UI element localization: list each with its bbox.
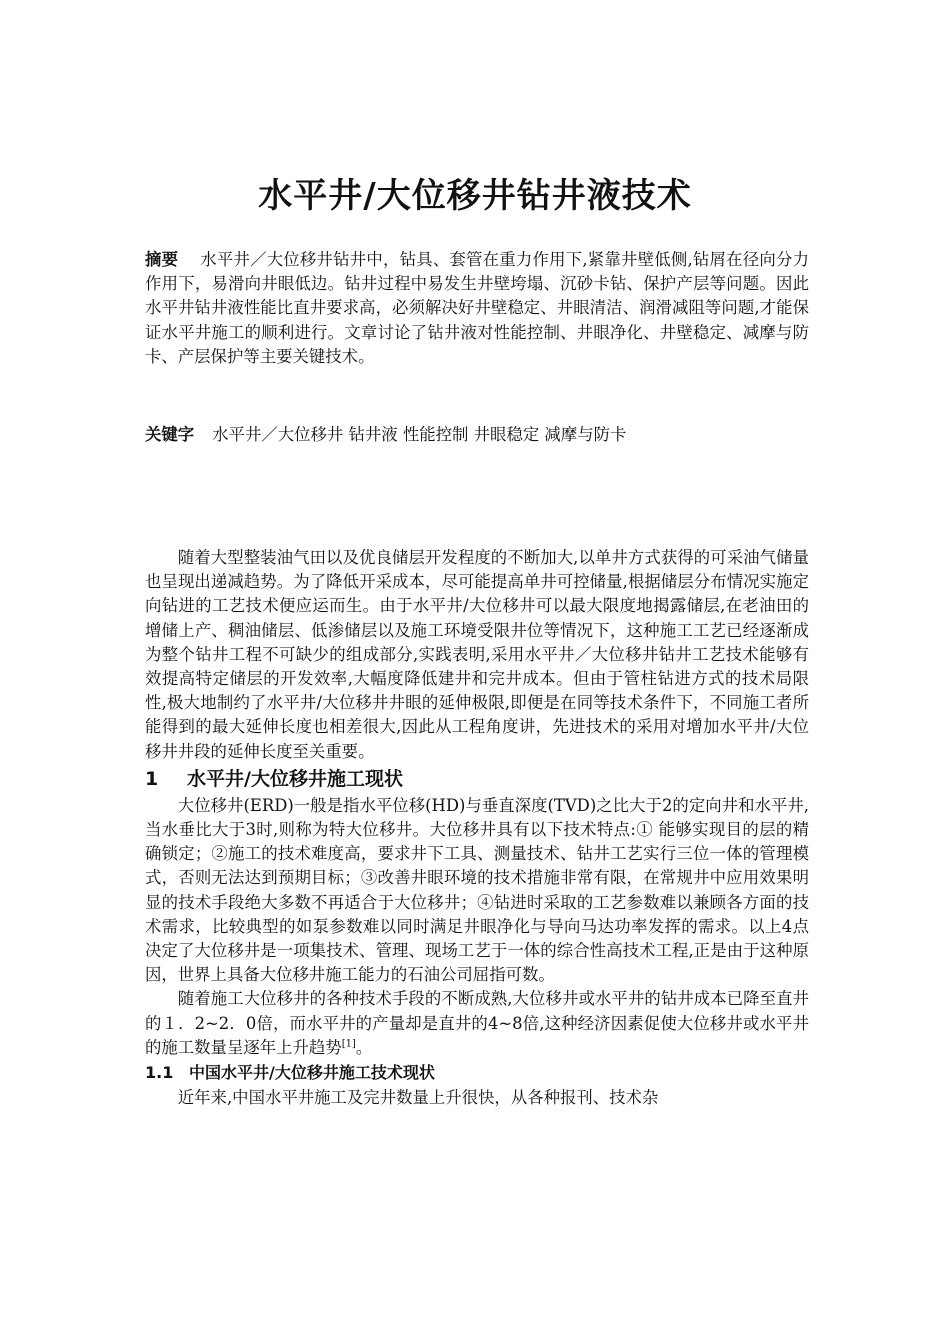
body-text (145, 546, 809, 1110)
section-1-paragraph-2-end: 。 (355, 1037, 373, 1057)
section-1-paragraph-2-text: 随着施工大位移井的各种技术手段的不断成熟,大位移井或水平井的钻井成本已降至直井的１．2~2．0倍，而水平井的产量却是直井的4~8倍,这种经济因素促使大位移井或水平井的施工数量呈逐年上升趋势 (145, 989, 809, 1057)
section-1-1-number: 1.1 (145, 1063, 174, 1083)
abstract-label: 摘要 (145, 250, 179, 269)
section-1-heading (145, 764, 809, 794)
section-1-1-paragraph: 近年来,中国水平井施工及完井数量上升很快，从各种报刊、技术杂 (177, 1088, 659, 1108)
keywords-block (145, 423, 809, 447)
keywords-label: 关键字 (145, 425, 195, 444)
intro-paragraph: 随着大型整装油气田以及优良储层开发程度的不断加大,以单井方式获得的可采油气储量也呈现出递减趋势。为了降低开采成本，尽可能提高单井可控储量,根据储层分布情况实施定向钻进的工艺技术便应运而生。由于水平井/大位移井可以最大限度地揭露储层,在老油田的增储上产、稠油储层、低渗储层以及施工环境受限井位等情况下，这种施工工艺已经逐渐成为整个钻井工程不可缺少的组成部分,实践表明,采用水平井／大位移井钻井工艺技术能够有效提高特定储层的开发效率,大幅度降低建井和完井成本。但由于管柱钻进方式的技术局限性,极大地制约了水平井/大位移井井眼的延伸极限,即便是在同等技术条件下，不同施工者所能得到的最大延伸长度也相差很大,因此从工程角度讲，先进技术的采用对增加水平井/大位移井井段的延伸长度至关重要。 (145, 548, 809, 761)
citation-ref: [1] (341, 1038, 356, 1050)
section-1-1-heading (145, 1060, 809, 1086)
abstract-text: 水平井／大位移井钻井中，钻具、套管在重力作用下,紧靠井壁低侧,钻屑在径向分力作用下，易滑向井眼低边。钻井过程中易发生井壁垮塌、沉砂卡钻、保护产层等问题。因此水平井钻井液性能比直井要求高，必须解决好井壁稳定、井眼清洁、润滑减阻等问题,才能保证水平井施工的顺利进行。文章讨论了钻井液对性能控制、井眼净化、井壁稳定、减摩与防卡、产层保护等主要关键技术。 (145, 250, 810, 366)
section-1-paragraph-1: 大位移井(ERD)一般是指水平位移(HD)与垂直深度(TVD)之比大于2的定向井和水平井,当水垂比大于3时,则称为特大位移井。大位移井具有以下技术特点:① 能够实现目的层的精确锁定；②施工的技术难度高，要求井下工具、测量技术、钻井工艺实行三位一体的管理模式，否则无法达到预期目标；③改善井眼环境的技术措施非常有限，在常规井中应用效果明显的技术手段绝大多数不再适合于大位移井；④钻进时采取的工艺参数难以兼顾各方面的技术需求，比较典型的如泵参数难以同时满足井眼净化与导向马达功率发挥的需求。以上4点决定了大位移井是一项集技术、管理、现场工艺于一体的综合性高技术工程,正是由于这种原因，世界上具备大位移井施工能力的石油公司屈指可数。 (145, 795, 809, 985)
abstract-block (145, 248, 809, 369)
section-1-1-title: 中国水平井/大位移井施工技术现状 (189, 1063, 435, 1083)
section-1-number: 1 (145, 767, 159, 790)
section-1-paragraph-2 (145, 987, 809, 1060)
paper-title: 水平井/大位移井钻井液技术 (258, 176, 692, 216)
section-1-title: 水平井/大位移井施工现状 (187, 767, 403, 790)
keywords-text: 水平井／大位移井 钻井液 性能控制 井眼稳定 减摩与防卡 (212, 425, 627, 444)
